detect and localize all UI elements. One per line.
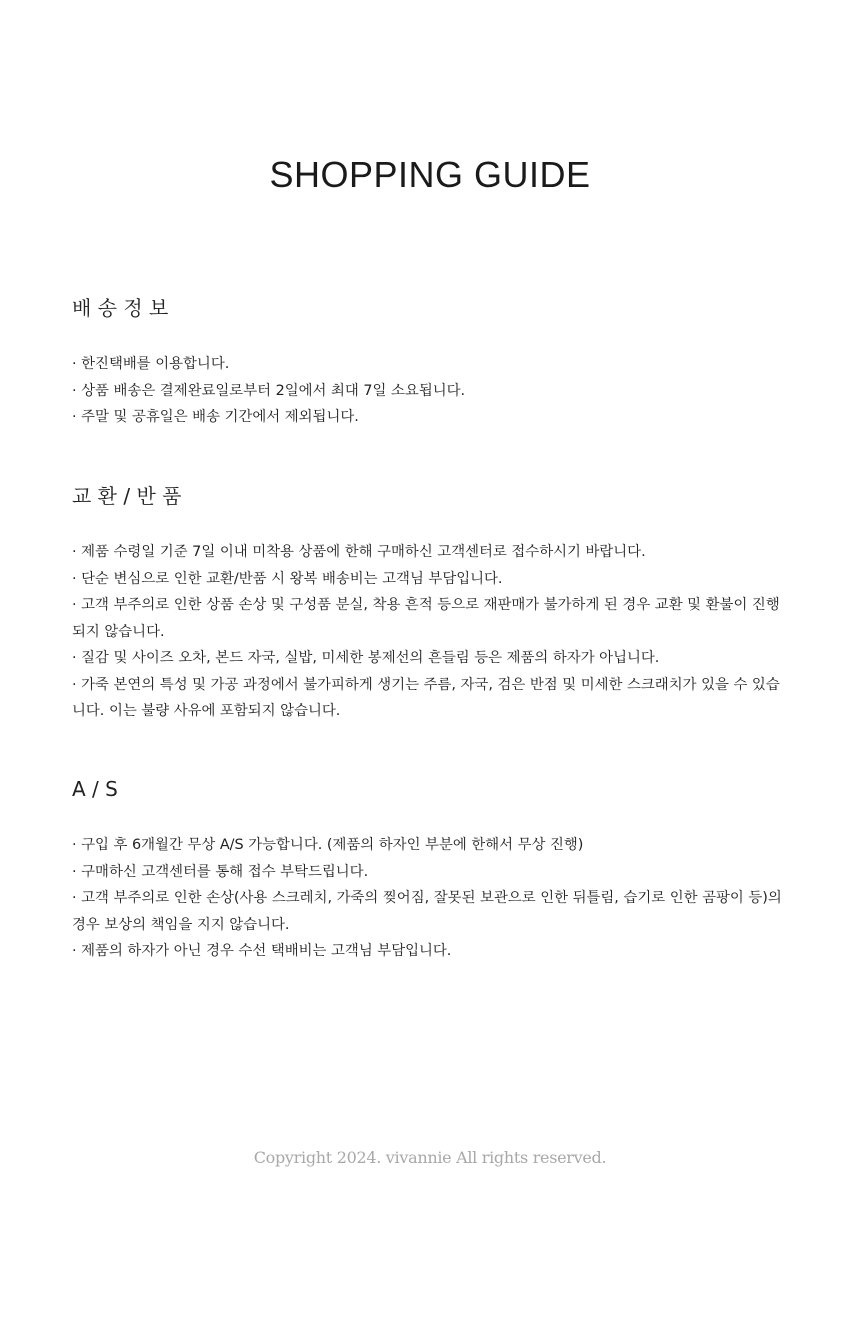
- copyright-footer: Copyright 2024. vivannie All rights reserved.: [253, 1148, 607, 1167]
- after-service-heading: A / S: [72, 777, 118, 801]
- list-item: · 구입 후 6개월간 무상 A/S 가능합니다. (제품의 하자인 부분에 한해서 무상 진행): [72, 837, 584, 853]
- list-item: · 상품 배송은 결제완료일로부터 2일에서 최대 7일 소요됩니다.: [72, 382, 466, 399]
- shipping-info-heading: 배 송 정 보: [72, 296, 169, 320]
- shipping-info-list: [72, 351, 792, 431]
- after-service-section: [72, 774, 792, 965]
- exchange-return-heading: 교 환 / 반 품: [72, 484, 182, 508]
- list-item: · 한진택배를 이용합니다.: [72, 356, 230, 372]
- list-item: · 고객 부주의로 인한 상품 손상 및 구성품 분실, 착용 흔적 등으로 재판매가 불가하게 된 경우 교환 및 환불이 진행되지 않습니다.: [72, 597, 780, 640]
- list-item: · 주말 및 공휴일은 배송 기간에서 제외됩니다.: [72, 409, 359, 425]
- list-item: · 단순 변심으로 인한 교환/반품 시 왕복 배송비는 고객님 부담입니다.: [72, 570, 503, 587]
- page-title: SHOPPING GUIDE: [269, 154, 591, 195]
- list-item: · 가죽 본연의 특성 및 가공 과정에서 불가피하게 생기는 주름, 자국, 검은 반점 및 미세한 스크래치가 있을 수 있습니다. 이는 불량 사유에 포함되지 않습니다.: [72, 676, 780, 719]
- shipping-info-section: [72, 293, 792, 431]
- after-service-list: [72, 832, 792, 965]
- list-item: · 제품의 하자가 아닌 경우 수선 택배비는 고객님 부담입니다.: [72, 943, 452, 959]
- exchange-return-section: [72, 481, 792, 725]
- list-item: · 고객 부주의로 인한 손상(사용 스크레치, 가죽의 찢어짐, 잘못된 보관으로 인한 뒤틀림, 습기로 인한 곰팡이 등)의 경우 보상의 책임을 지지 않습니다.: [72, 890, 782, 933]
- list-item: · 구매하신 고객센터를 통해 접수 부탁드립니다.: [72, 863, 369, 880]
- list-item: · 제품 수령일 기준 7일 이내 미착용 상품에 한해 구매하신 고객센터로 접수하시기 바랍니다.: [72, 544, 646, 560]
- exchange-return-list: [72, 539, 792, 725]
- list-item: · 질감 및 사이즈 오차, 본드 자국, 실밥, 미세한 봉제선의 흔들림 등은 제품의 하자가 아닙니다.: [72, 650, 660, 666]
